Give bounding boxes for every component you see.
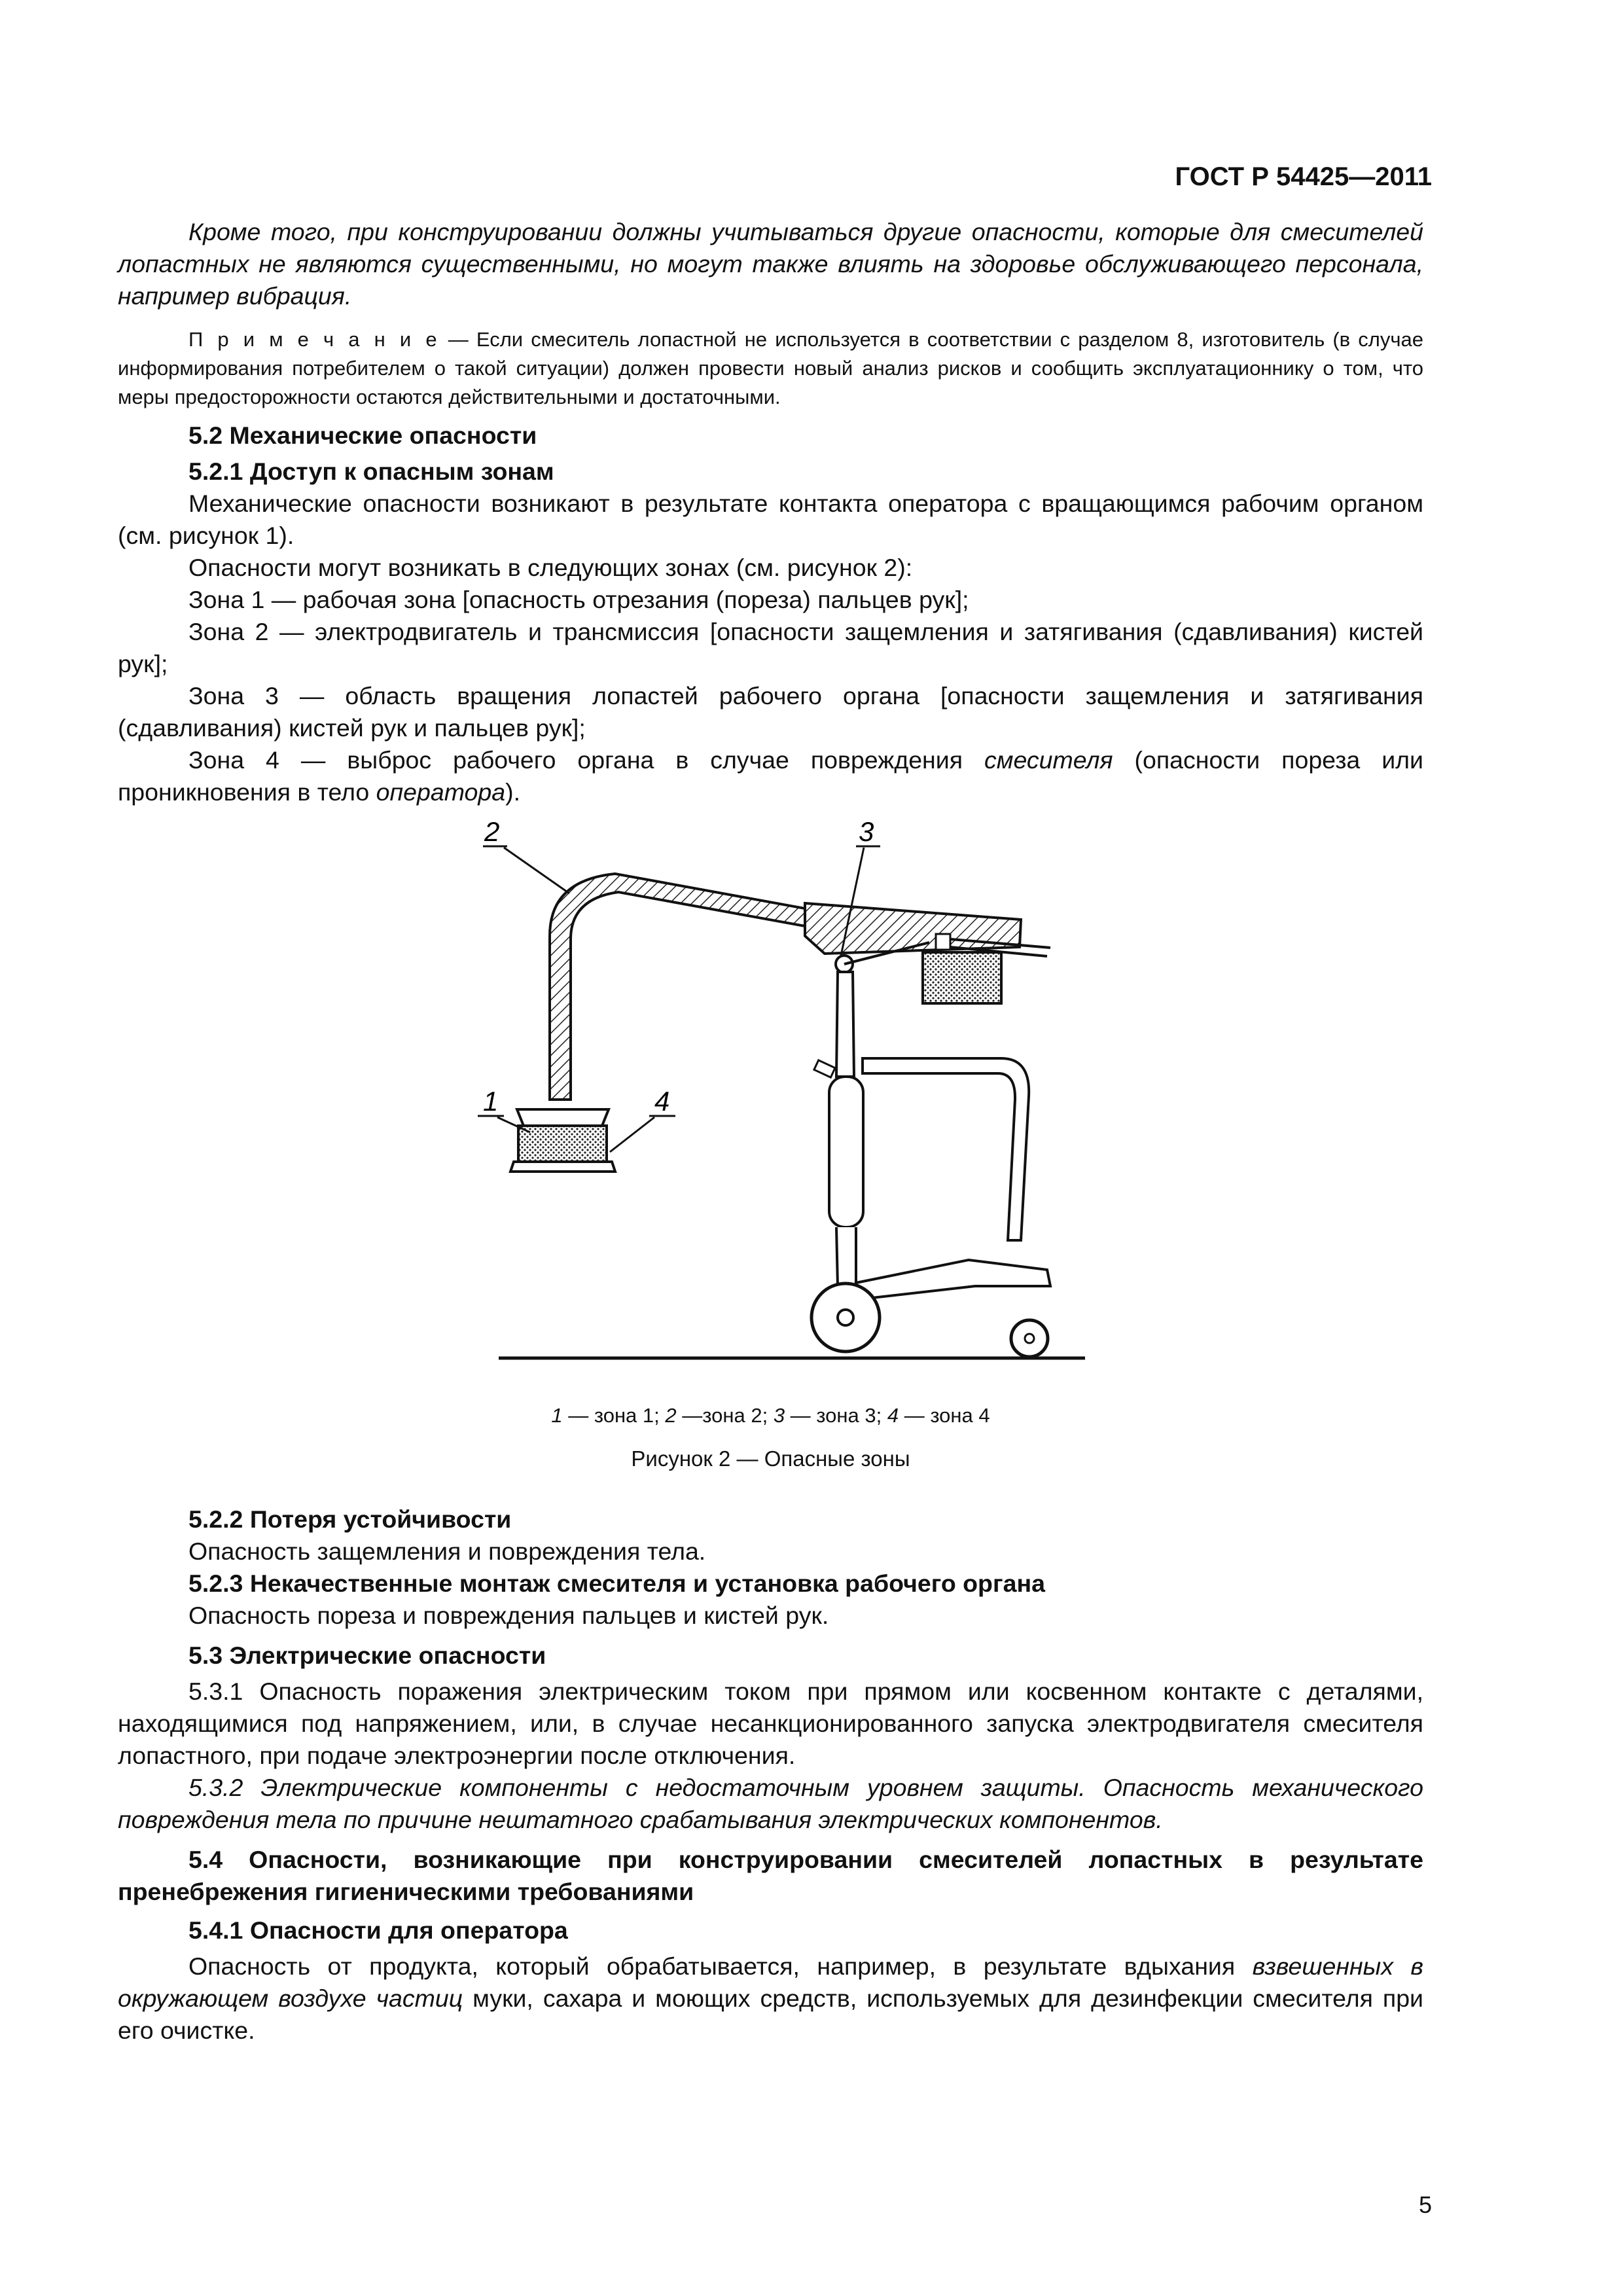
section-5-2-1-p2: Опасности могут возникать в следующих зонах (см. рисунок 2):: [188, 554, 913, 581]
figure-legend: [118, 1403, 1423, 1429]
section-5-2-2-text: Опасность защемления и повреждения тела.: [188, 1537, 706, 1565]
callout-1: 1: [483, 1086, 499, 1117]
intro-paragraph: Кроме того, при конструировании должны учитываться другие опасности, которые для смесителей лопастных не являются существенными, но могут также влиять на здоровье обслуживающего персонала, например вибрация.: [118, 218, 1423, 310]
section-5-2-3-title: 5.2.3 Некачественные монтаж смесителя и установка рабочего органа: [188, 1570, 1045, 1597]
legend-text-3: — зона 3;: [785, 1404, 887, 1427]
section-5-2-1-title: 5.2.1 Доступ к опасным зонам: [188, 457, 554, 485]
zone-1-text: Зона 1 — рабочая зона [опасность отрезания (пореза) пальцев рук];: [188, 586, 969, 613]
callout-3: 3: [859, 821, 874, 847]
figure-caption: Рисунок 2 — Опасные зоны: [631, 1446, 910, 1471]
section-5-2-1-p1: Механические опасности возникают в результате контакта оператора с вращающимся рабочим органом (см. рисунок 1).: [118, 490, 1423, 549]
leader-4: [610, 1117, 654, 1152]
zone-4-part-c: (опасности пореза или проникновения в тело: [118, 746, 1424, 806]
page-number: 5: [1418, 2191, 1432, 2218]
legend-num-3: 3: [773, 1404, 785, 1427]
leader-2: [504, 848, 569, 893]
mixer-drawing: [118, 821, 1423, 1397]
mast: [836, 972, 854, 1077]
section-5-2-title: 5.2 Механические опасности: [188, 422, 537, 449]
s541-part-c: муки, сахара и моющих средств, используемых для дезинфекции смесителя при его очистке.: [118, 1984, 1423, 2044]
mixer-arm: [550, 874, 805, 1100]
motor-box: [923, 952, 1001, 1003]
note-paragraph: [118, 325, 1423, 412]
section-5-3-2-text: 5.3.2 Электрические компоненты с недостаточным уровнем защиты. Опасность механического повреждения тела по причине нештатного срабатывания электрических компонентов.: [118, 1774, 1423, 1833]
section-5-4-title: 5.4 Опасности, возникающие при конструировании смесителей лопастных в результате пренебрежения гигиеническими требованиями: [118, 1846, 1423, 1905]
page-body: [118, 216, 1423, 2047]
legend-text-4: — зона 4: [899, 1404, 990, 1427]
legend-text-2: —зона 2;: [676, 1404, 774, 1427]
s541-part-b: взвешенных в окружающем воздухе частиц: [118, 1952, 1423, 2012]
zone-3-text: Зона 3 — область вращения лопастей рабочего органа [опасности защемления и затягивания (сдавливания) кистей рук и пальцев рук];: [118, 682, 1423, 742]
note-label: П р и м е ч а н и е: [188, 328, 440, 351]
legend-text-1: — зона 1;: [562, 1404, 666, 1427]
s541-part-a: Опасность от продукта, который обрабатывается, например, в результате вдыхания: [188, 1952, 1253, 1980]
legend-num-4: 4: [887, 1404, 899, 1427]
handle-frame: [863, 1058, 1029, 1240]
zone-4-text: [118, 744, 1423, 808]
section-5-2-2-title: 5.2.2 Потеря устойчивости: [188, 1505, 512, 1533]
note-text: — Если смеситель лопастной не используется в соответствии с разделом 8, изготовитель (в случае информирования потребителем о такой ситуации) должен провести новый анализ рисков и сообщить эксплуатационнику о том, что меры предосторожности остаются действительными и достаточными.: [118, 328, 1424, 408]
section-5-4-1-title: 5.4.1 Опасности для оператора: [188, 1916, 568, 1944]
cylinder: [829, 1077, 863, 1227]
standard-number: ГОСТ Р 54425—2011: [1175, 162, 1432, 191]
zone-4-part-b: смесителя: [984, 746, 1113, 774]
section-5-3-title: 5.3 Электрические опасности: [188, 1641, 546, 1669]
section-5-4-1-text: [118, 1950, 1423, 2047]
base-frame: [856, 1260, 1050, 1299]
section-5-2-3-text: Опасность пореза и повреждения пальцев и кистей рук.: [188, 1602, 829, 1629]
zone-2-text: Зона 2 — электродвигатель и трансмиссия [опасности защемления и затягивания (сдавливания) кистей рук];: [118, 618, 1423, 677]
section-5-3-1-text: 5.3.1 Опасность поражения электрическим током при прямом или косвенном контакте с деталями, находящимися под напряжением, или, в случае несанкционированного запуска электродвигателя смесителя лопастного, при подаче электроэнергии после отключения.: [118, 1677, 1423, 1769]
legend-num-2: 2: [665, 1404, 677, 1427]
callout-2: 2: [484, 821, 500, 847]
zone-4-part-a: Зона 4 — выброс рабочего органа в случае повреждения: [188, 746, 984, 774]
zone-4-part-e: ).: [505, 778, 521, 806]
zone-4-part-d: оператора: [376, 778, 506, 806]
callout-4: 4: [654, 1086, 670, 1117]
mixing-tool: [517, 1109, 609, 1126]
legend-num-1: 1: [551, 1404, 563, 1427]
figure-2: [118, 821, 1423, 1397]
